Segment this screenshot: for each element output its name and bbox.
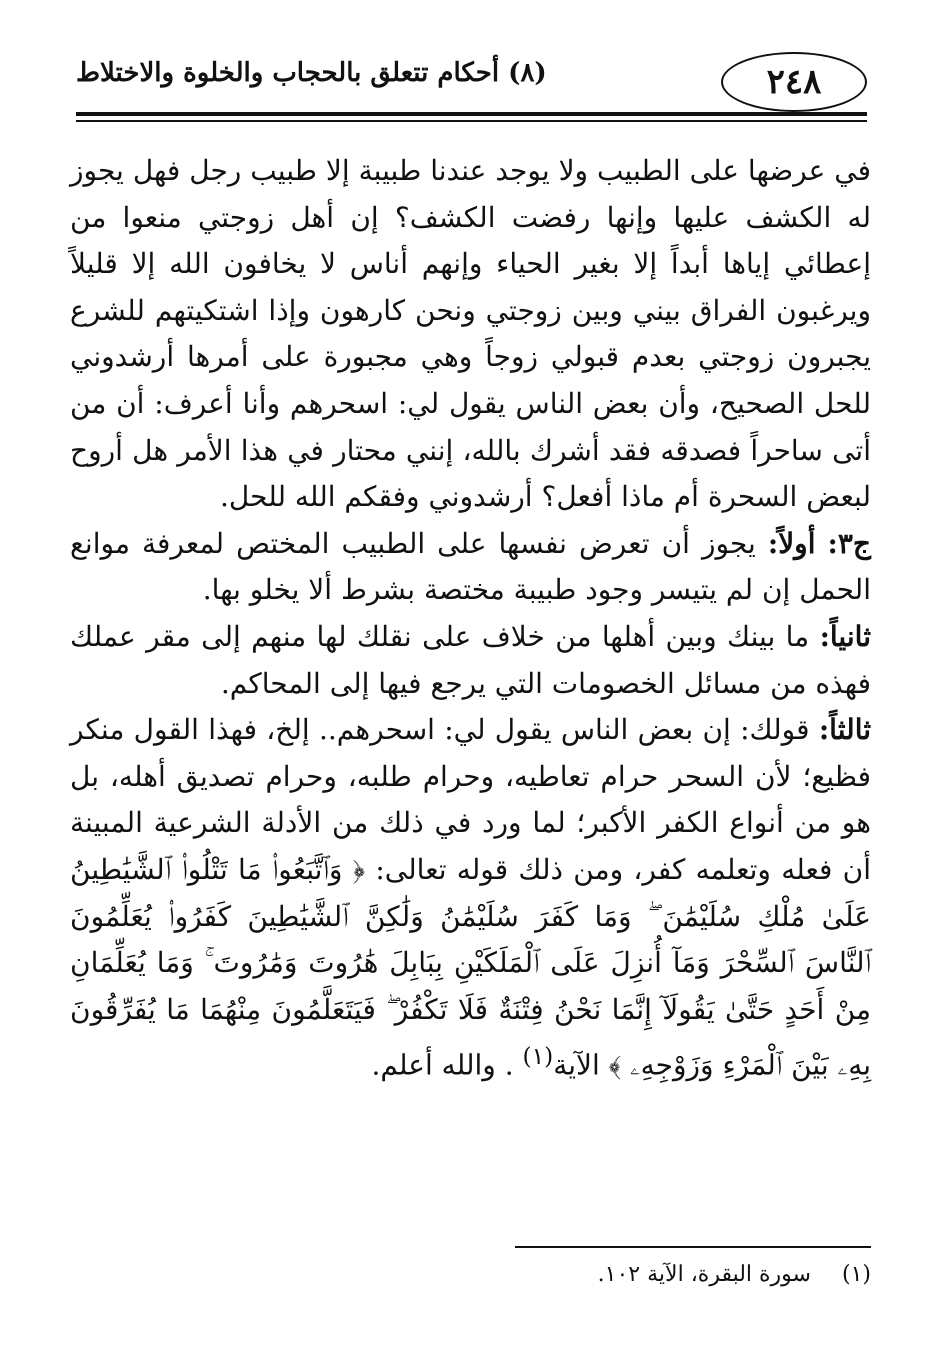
footnote: [311, 1262, 871, 1287]
second-point-text: ما بينك وبين أهلها من خلاف على نقلك لها منهم إلى مقر عملك فهذه من مسائل الخصومات التي يرجع فيها إلى المحاكم.: [70, 619, 871, 700]
third-point-label: ثالثاً:: [818, 713, 872, 747]
header-rule-thin: [76, 120, 867, 122]
header-rule-thick: [76, 112, 867, 116]
footnote-text: سورة البقرة، الآية ١٠٢.: [597, 1262, 811, 1287]
footnote-separator: [515, 1246, 871, 1248]
body-text: [70, 148, 871, 1089]
page-header: [76, 52, 867, 122]
footnote-reference: (١): [522, 1042, 554, 1071]
third-point-text: قولك: إن بعض الناس يقول لي: اسحرهم.. إلخ، فهذا القول منكر فظيع؛ لأن السحر حرام تعاطيه، وحرام طلبه، وحرام تصديق أهله، بل هو من أنواع الكفر الأكبر؛ لما ورد في ذلك من الأدلة الشرعية المبينة أن فعله وتعلمه كفر، ومن ذلك قوله تعالى:: [70, 713, 871, 886]
first-point-text: يجوز أن تعرض نفسها على الطبيب المختص لمعرفة موانع الحمل إن لم يتيسر وجود طبيبة مختصة بشرط ألا يخلو بها.: [70, 526, 871, 607]
answer-second-point: [70, 614, 871, 707]
quran-verse: ﴿ وَٱتَّبَعُوا۟ مَا تَتْلُوا۟ ٱلشَّيَٰطِينُ عَلَىٰ مُلْكِ سُلَيْمَٰنَ ۖ وَمَا كَفَرَ سُلَيْمَٰنُ وَلَٰكِنَّ ٱلشَّيَٰطِينَ كَفَرُوا۟ يُعَلِّمُونَ ٱلنَّاسَ ٱلسِّحْرَ وَمَآ أُنزِلَ عَلَى ٱلْمَلَكَيْنِ بِبَابِلَ هَٰرُوتَ وَمَٰرُوتَ ۚ وَمَا يُعَلِّمَانِ مِنْ أَحَدٍ حَتَّىٰ يَقُولَآ إِنَّمَا نَحْنُ فِتْنَةٌ فَلَا تَكْفُرْ ۖ فَيَتَعَلَّمُونَ مِنْهُمَا مَا يُفَرِّقُونَ بِهِۦ بَيْنَ ٱلْمَرْءِ وَزَوْجِهِۦ ﴾: [70, 852, 871, 1082]
closing-phrase: . والله أعلم.: [371, 1048, 514, 1082]
answer-third-point: [70, 707, 871, 1089]
running-title: (٨) أحكام تتعلق بالحجاب والخلوة والاختلاط: [76, 58, 547, 88]
page-number: ٢٤٨: [721, 52, 867, 112]
first-point-label: أولاً:: [767, 526, 816, 560]
answer-label: ج٣:: [827, 526, 871, 560]
second-point-label: ثانياً:: [819, 619, 871, 653]
answer-first-point: [70, 521, 871, 614]
footnote-number: (١): [841, 1262, 871, 1287]
verse-suffix: الآية: [553, 1048, 600, 1082]
question-continuation: في عرضها على الطبيب ولا يوجد عندنا طبيبة إلا طبيب رجل فهل يجوز له الكشف عليها وإنها رفضت الكشف؟ إن أهل زوجتي منعوا من إعطائي إياها أبداً إلا بغير الحياء وإنهم أناس لا يخافون الله إلا قليلاً ويرغبون الفراق بيني وبين زوجتي ونحن كارهون وإذا اشتكيتهم للشرع يجبرون زوجتي بعدم قبولي زوجاً وهي مجبورة على أمرها أرشدوني للحل الصحيح، وأن بعض الناس يقول لي: اسحرهم وأنا أعرف: أن من أتى ساحراً فصدقه فقد أشرك بالله، إنني محتار في هذا الأمر هل أروح لبعض السحرة أم ماذا أفعل؟ أرشدوني وفقكم الله للحل.: [70, 154, 871, 514]
